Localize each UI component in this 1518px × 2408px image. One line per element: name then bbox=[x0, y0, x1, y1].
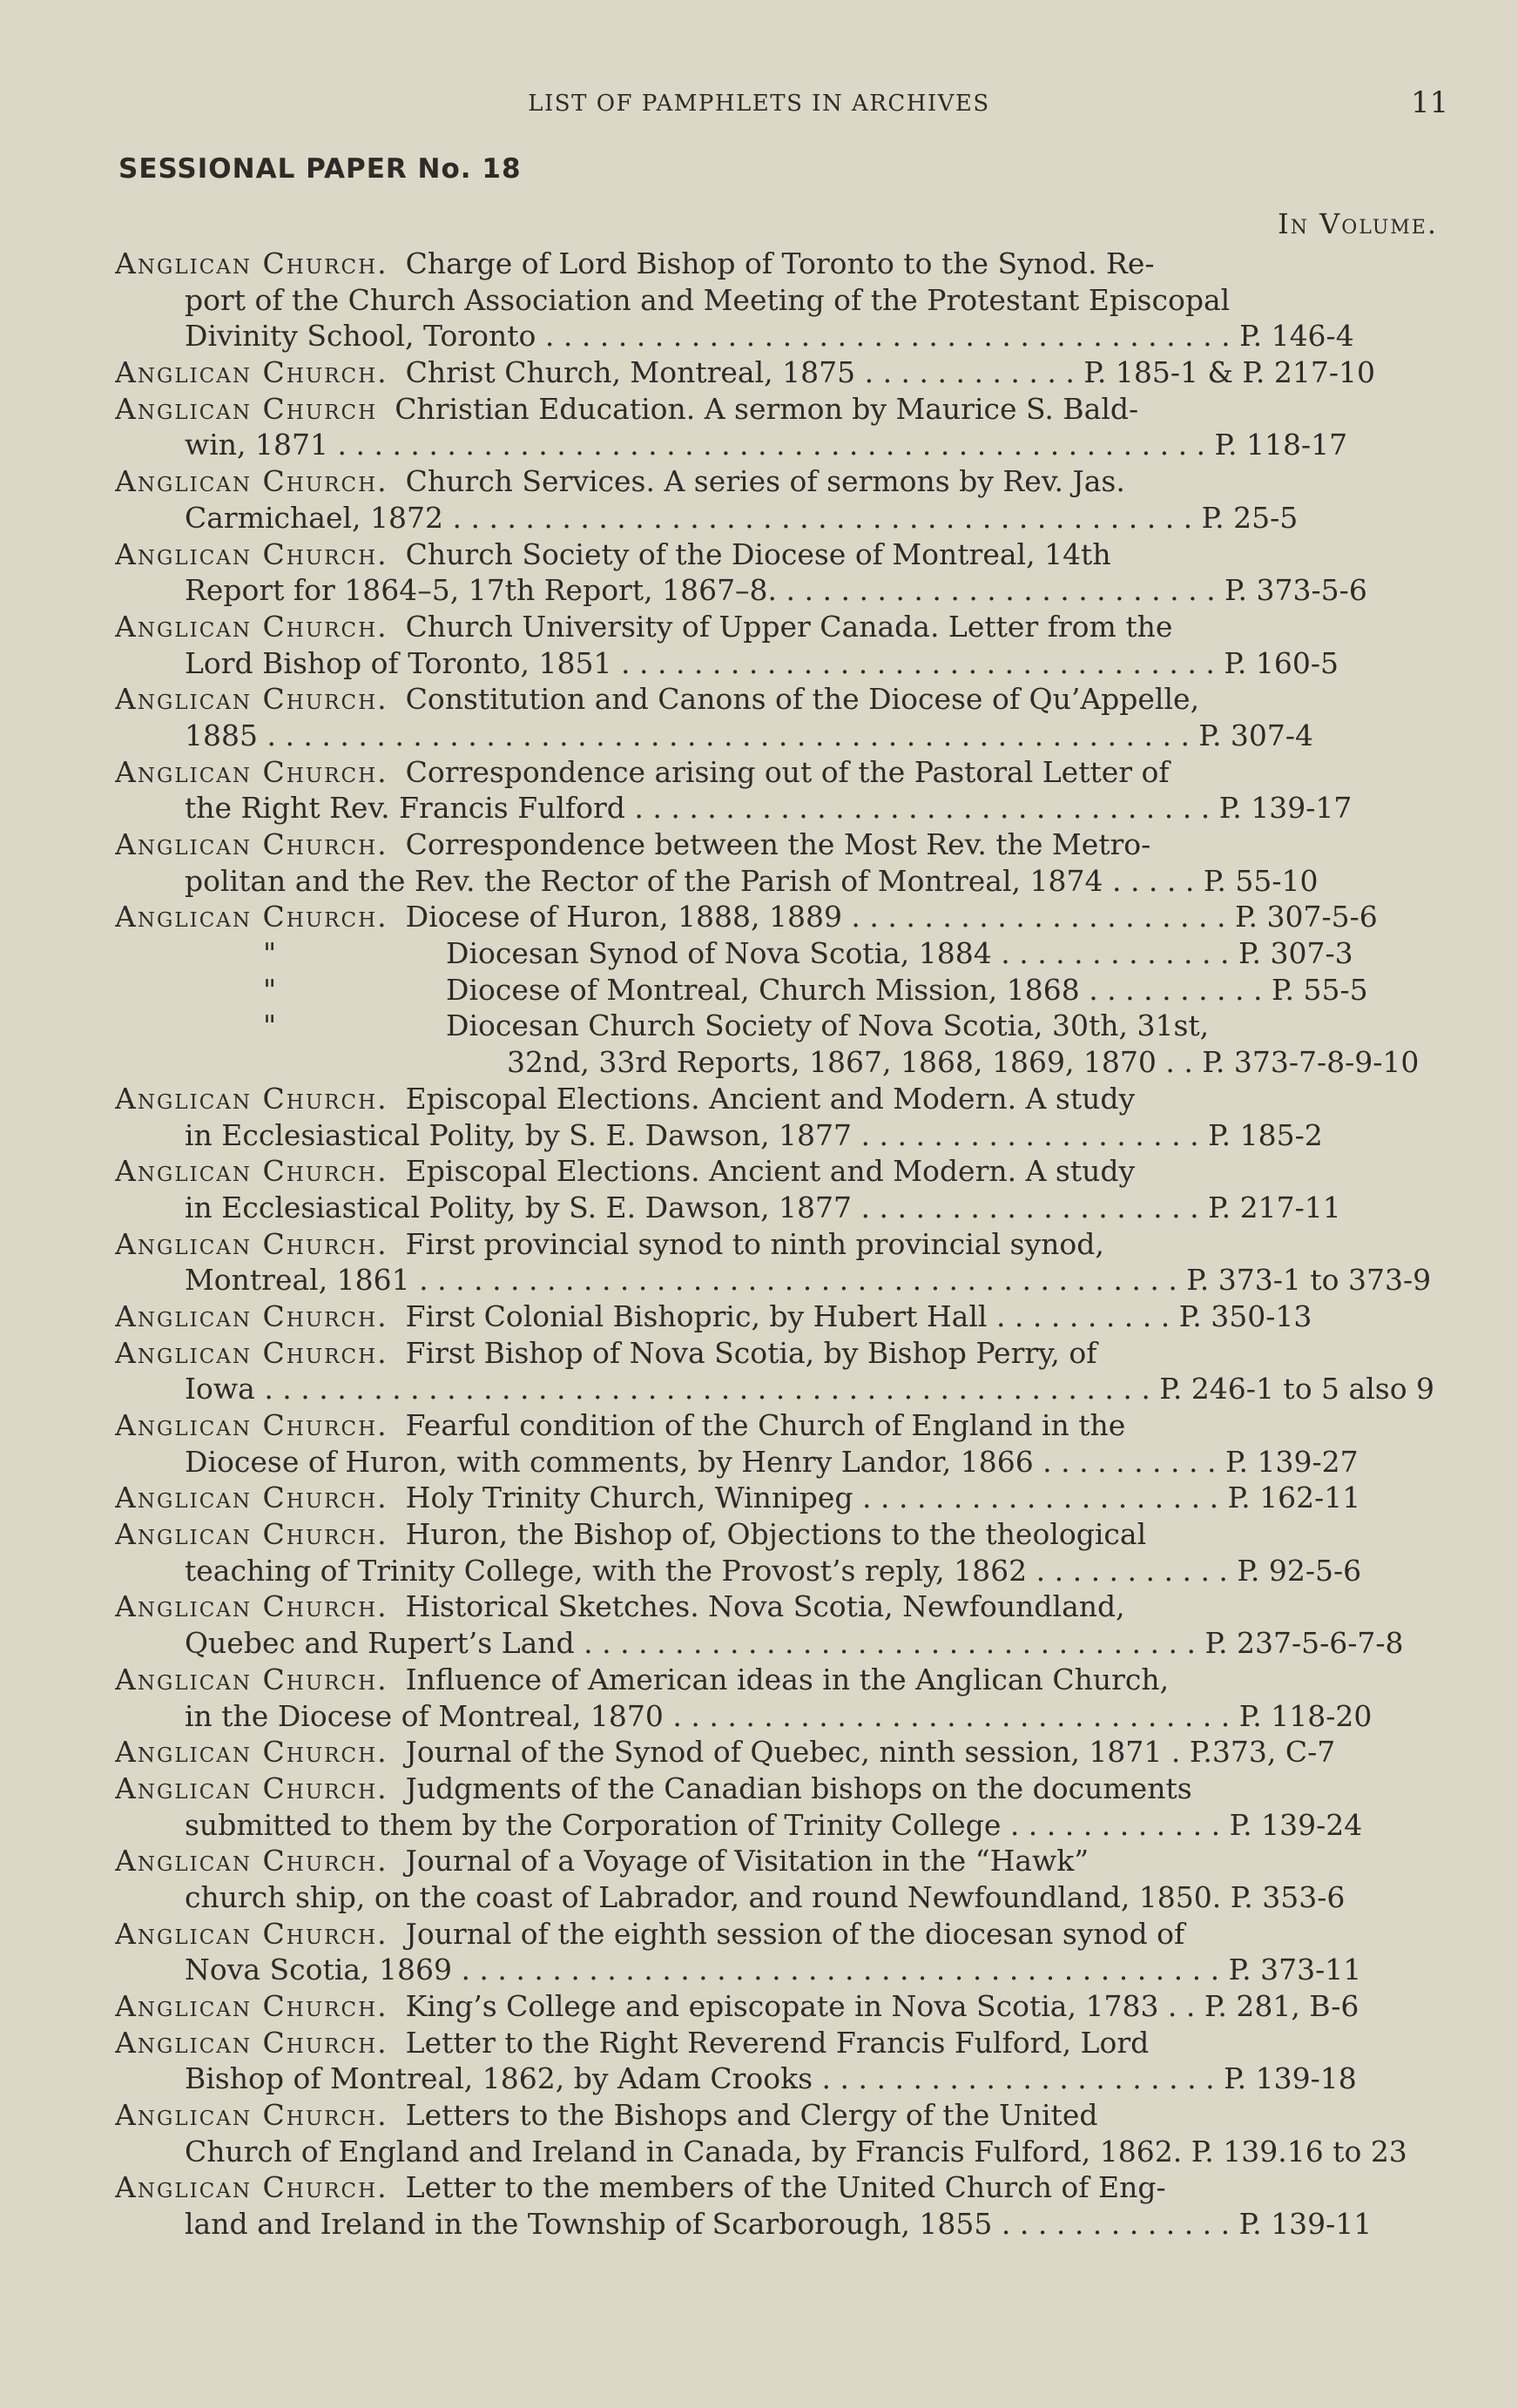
list-item bbox=[115, 1588, 1447, 1625]
entry-heading: Anglican Church. bbox=[115, 1735, 388, 1770]
list-item-ditto bbox=[115, 935, 1447, 972]
list-item-continuation bbox=[115, 1879, 1447, 1916]
entry-text: Episcopal Elections. Ancient and Modern. A study bbox=[405, 1081, 1136, 1116]
entry-text: Holy Trinity Church, Winnipeg . . . . . . . . . . . . . . . . . . . . P. 162-11 bbox=[405, 1481, 1361, 1515]
running-title: LIST OF PAMPHLETS IN ARCHIVES bbox=[528, 91, 990, 117]
sessional-paper-label: SESSIONAL PAPER No. 18 bbox=[118, 153, 522, 185]
list-item bbox=[115, 536, 1447, 573]
list-item-continuation bbox=[115, 863, 1447, 900]
entry-heading: Anglican Church. bbox=[115, 1481, 388, 1515]
entry-text: Correspondence arising out of the Pastoral Letter of bbox=[405, 754, 1170, 789]
entry-text: Charge of Lord Bishop of Toronto to the Synod. Re- bbox=[405, 246, 1155, 280]
entry-heading: Anglican Church. bbox=[115, 1844, 388, 1879]
list-item-continuation bbox=[115, 645, 1447, 682]
list-item bbox=[115, 1298, 1447, 1335]
entry-text: 1885 . . . . . . . . . . . . . . . . . . . . . . . . . . . . . . . . . . . . . . . . . . . . . . . . . . . P. 307-4 bbox=[185, 718, 1314, 752]
entry-heading: Anglican Church. bbox=[115, 609, 388, 644]
list-item-continuation bbox=[115, 1044, 1447, 1081]
entry-heading: Anglican Church. bbox=[115, 1916, 388, 1951]
entry-text: Church Society of the Diocese of Montreal, 14th bbox=[405, 536, 1111, 571]
entry-text: Judgments of the Canadian bishops on the documents bbox=[405, 1771, 1192, 1805]
volume-column-heading: In Volume. bbox=[1278, 207, 1438, 240]
entry-text: the Right Rev. Francis Fulford . . . . . . . . . . . . . . . . . . . . . . . . . . . . . . . . P. 139-17 bbox=[185, 791, 1353, 826]
list-item bbox=[115, 463, 1447, 500]
list-item-ditto bbox=[115, 1008, 1447, 1044]
entry-text: Correspondence between the Most Rev. the Metro- bbox=[405, 827, 1151, 861]
entry-text: Letter to the Right Reverend Francis Fulford, Lord bbox=[405, 2025, 1150, 2060]
entry-heading: Anglican Church. bbox=[115, 536, 388, 571]
entry-text: Bishop of Montreal, 1862, by Adam Crooks . . . . . . . . . . . . . . . . . . . . . . P. 139-18 bbox=[185, 2061, 1357, 2096]
entry-heading: Anglican Church. bbox=[115, 1154, 388, 1189]
list-item-continuation bbox=[115, 1807, 1447, 1844]
list-item bbox=[115, 1226, 1447, 1263]
entry-text: Church Services. A series of sermons by Rev. Jas. bbox=[405, 464, 1125, 499]
list-item bbox=[115, 754, 1447, 791]
entry-heading: Anglican Church. bbox=[115, 2170, 388, 2205]
list-item bbox=[115, 1734, 1447, 1771]
entry-text: Influence of American ideas in the Anglican Church, bbox=[405, 1662, 1170, 1696]
entry-heading: Anglican Church. bbox=[115, 682, 388, 717]
entry-text: Diocese of Huron, 1888, 1889 . . . . . . . . . . . . . . . . . . . . . P. 307-5-6 bbox=[405, 900, 1378, 934]
entry-heading: Anglican Church. bbox=[115, 246, 388, 280]
list-item-continuation bbox=[115, 318, 1447, 354]
list-item bbox=[115, 1081, 1447, 1117]
entry-text: First Bishop of Nova Scotia, by Bishop Perry, of bbox=[405, 1335, 1097, 1370]
entry-text: Montreal, 1861 . . . . . . . . . . . . . . . . . . . . . . . . . . . . . . . . . . . . . . . . . . P. 373-1 to 373-9 bbox=[185, 1263, 1432, 1298]
list-item-continuation bbox=[115, 500, 1447, 536]
list-item bbox=[115, 1662, 1447, 1698]
entry-text: 32nd, 33rd Reports, 1867, 1868, 1869, 1870 . . P. 373-7-8-9-10 bbox=[507, 1045, 1420, 1080]
page-number: 11 bbox=[1411, 85, 1449, 120]
entry-text: teaching of Trinity College, with the Provost’s reply, 1862 . . . . . . . . . . . P. 92-5-6 bbox=[185, 1553, 1362, 1588]
entry-heading: Anglican Church. bbox=[115, 1989, 388, 2023]
list-item-continuation bbox=[115, 2206, 1447, 2243]
entry-heading: Anglican Church. bbox=[115, 464, 388, 499]
entry-heading: Anglican Church. bbox=[115, 827, 388, 861]
entry-text: Diocese of Huron, with comments, by Henry Landor, 1866 . . . . . . . . . . P. 139-27 bbox=[185, 1444, 1359, 1479]
list-item bbox=[115, 354, 1447, 391]
list-item bbox=[115, 391, 1447, 428]
entry-heading: Anglican Church. bbox=[115, 1081, 388, 1116]
list-item bbox=[115, 899, 1447, 935]
entry-heading: Anglican Church. bbox=[115, 1589, 388, 1624]
entry-text: Church of England and Ireland in Canada, by Francis Fulford, 1862. P. 139.16 to 23 bbox=[185, 2134, 1407, 2169]
list-item-continuation bbox=[115, 718, 1447, 754]
list-item bbox=[115, 1516, 1447, 1553]
entry-text: Christian Education. A sermon by Maurice S. Bald- bbox=[395, 391, 1139, 426]
entry-heading: Anglican Church. bbox=[115, 1298, 388, 1333]
entry-text: Episcopal Elections. Ancient and Modern. A study bbox=[405, 1154, 1136, 1189]
entry-heading: Anglican Church. bbox=[115, 1226, 388, 1261]
entry-text: King’s College and episcopate in Nova Scotia, 1783 . . P. 281, B-6 bbox=[405, 1989, 1359, 2023]
entry-text: Lord Bishop of Toronto, 1851 . . . . . . . . . . . . . . . . . . . . . . . . . . . . . . . . . P. 160-5 bbox=[185, 645, 1339, 680]
list-item-continuation bbox=[115, 1444, 1447, 1481]
list-item bbox=[115, 2025, 1447, 2061]
list-item-continuation bbox=[115, 1262, 1447, 1298]
entry-heading: Anglican Church. bbox=[115, 1517, 388, 1552]
entry-heading: Anglican Church. bbox=[115, 900, 388, 934]
list-item bbox=[115, 1153, 1447, 1190]
entry-heading: Anglican Church. bbox=[115, 1335, 388, 1370]
entry-text: in Ecclesiastical Polity, by S. E. Dawson, 1877 . . . . . . . . . . . . . . . . . . . P. 217-11 bbox=[185, 1190, 1341, 1224]
list-item bbox=[115, 1771, 1447, 1807]
list-item bbox=[115, 1988, 1447, 2025]
entry-text: Diocese of Montreal, Church Mission, 1868 . . . . . . . . . . P. 55-5 bbox=[446, 972, 1368, 1007]
entry-text: Church University of Upper Canada. Letter from the bbox=[405, 609, 1173, 644]
entry-heading: Anglican Church. bbox=[115, 1771, 388, 1805]
entry-text: Fearful condition of the Church of England in the bbox=[405, 1408, 1126, 1442]
entry-text: Nova Scotia, 1869 . . . . . . . . . . . . . . . . . . . . . . . . . . . . . . . . . . . . . . . . . . P. 373-11 bbox=[185, 1953, 1362, 1987]
entry-text: Christ Church, Montreal, 1875 . . . . . . . . . . . . P. 185-1 & P. 217-10 bbox=[405, 355, 1375, 390]
entry-text: Divinity School, Toronto . . . . . . . . . . . . . . . . . . . . . . . . . . . . . . . . . . . . . . P. 146-4 bbox=[185, 319, 1354, 354]
list-item-continuation bbox=[115, 282, 1447, 319]
entry-text: Constitution and Canons of the Diocese of Qu’Appelle, bbox=[405, 682, 1200, 717]
list-item bbox=[115, 609, 1447, 645]
entry-heading: Anglican Church. bbox=[115, 2025, 388, 2060]
entry-text: Huron, the Bishop of, Objections to the theological bbox=[405, 1517, 1147, 1552]
entry-text: First provincial synod to ninth provincial synod, bbox=[405, 1226, 1104, 1261]
entry-text: Iowa . . . . . . . . . . . . . . . . . . . . . . . . . . . . . . . . . . . . . . . . . . . . . . . . . P. 246-1 to 5 also 9 bbox=[185, 1372, 1435, 1406]
entry-heading: Anglican Church bbox=[115, 391, 378, 426]
list-item-continuation bbox=[115, 1117, 1447, 1154]
ditto-mark: " bbox=[263, 936, 277, 971]
list-item bbox=[115, 2097, 1447, 2134]
list-item bbox=[115, 246, 1447, 282]
ditto-mark: " bbox=[263, 972, 277, 1007]
entry-text: Diocesan Synod of Nova Scotia, 1884 . . . . . . . . . . . . . P. 307-3 bbox=[446, 936, 1353, 971]
entry-text: church ship, on the coast of Labrador, and round Newfoundland, 1850. P. 353-6 bbox=[185, 1879, 1346, 1914]
list-item-continuation bbox=[115, 1952, 1447, 1988]
entry-text: land and Ireland in the Township of Scarborough, 1855 . . . . . . . . . . . . . P. 139-11 bbox=[185, 2207, 1373, 2242]
entry-text: win, 1871 . . . . . . . . . . . . . . . . . . . . . . . . . . . . . . . . . . . . . . . . . . . . . . . . P. 118-17 bbox=[185, 428, 1348, 462]
entry-text: Diocesan Church Society of Nova Scotia, 30th, 31st, bbox=[446, 1008, 1210, 1043]
entry-text: Journal of the eighth session of the diocesan synod of bbox=[405, 1916, 1185, 1951]
entry-heading: Anglican Church. bbox=[115, 2098, 388, 2133]
list-item-continuation bbox=[115, 572, 1447, 609]
entry-text: submitted to them by the Corporation of Trinity College . . . . . . . . . . . . P. 139-24 bbox=[185, 1807, 1363, 1842]
entry-text: Letter to the members of the United Church of Eng- bbox=[405, 2170, 1166, 2205]
entry-text: First Colonial Bishopric, by Hubert Hall . . . . . . . . . . P. 350-13 bbox=[405, 1298, 1312, 1333]
entry-text: Journal of the Synod of Quebec, ninth session, 1871 . P.373, C-7 bbox=[405, 1735, 1336, 1770]
list-item bbox=[115, 1916, 1447, 1953]
list-item-continuation bbox=[115, 2061, 1447, 2097]
list-item-continuation bbox=[115, 2134, 1447, 2170]
list-item bbox=[115, 1407, 1447, 1444]
entry-text: Letters to the Bishops and Clergy of the United bbox=[405, 2098, 1098, 2133]
entry-heading: Anglican Church. bbox=[115, 1408, 388, 1442]
list-item-continuation bbox=[115, 1553, 1447, 1589]
ditto-mark: " bbox=[263, 1008, 277, 1043]
pamphlet-list bbox=[115, 246, 1447, 2243]
list-item-continuation bbox=[115, 1698, 1447, 1735]
entry-text: in Ecclesiastical Polity, by S. E. Dawson, 1877 . . . . . . . . . . . . . . . . . . . P. 185-2 bbox=[185, 1117, 1323, 1152]
list-item bbox=[115, 826, 1447, 863]
list-item-continuation bbox=[115, 1371, 1447, 1407]
list-item bbox=[115, 681, 1447, 718]
entry-text: Journal of a Voyage of Visitation in the “Hawk” bbox=[405, 1844, 1090, 1879]
entry-text: in the Diocese of Montreal, 1870 . . . . . . . . . . . . . . . . . . . . . . . . . . . . . . . P. 118-20 bbox=[185, 1698, 1373, 1733]
list-item-continuation bbox=[115, 790, 1447, 826]
entry-heading: Anglican Church. bbox=[115, 1662, 388, 1696]
list-item-ditto bbox=[115, 972, 1447, 1008]
entry-text: port of the Church Association and Meeting of the Protestant Episcopal bbox=[185, 282, 1231, 317]
entry-heading: Anglican Church. bbox=[115, 355, 388, 390]
entry-text: Report for 1864–5, 17th Report, 1867–8. . . . . . . . . . . . . . . . . . . . . . . . . P. 373-5-6 bbox=[185, 573, 1367, 608]
entry-text: Quebec and Rupert’s Land . . . . . . . . . . . . . . . . . . . . . . . . . . . . . . . . . . P. 237-5-6-7-8 bbox=[185, 1626, 1404, 1661]
entry-text: Historical Sketches. Nova Scotia, Newfoundland, bbox=[405, 1589, 1125, 1624]
list-item bbox=[115, 1843, 1447, 1879]
entry-text: Carmichael, 1872 . . . . . . . . . . . . . . . . . . . . . . . . . . . . . . . . . . . . . . . . . P. 25-5 bbox=[185, 500, 1299, 535]
entry-heading: Anglican Church. bbox=[115, 754, 388, 789]
list-item-continuation bbox=[115, 1190, 1447, 1226]
list-item-continuation bbox=[115, 1625, 1447, 1662]
list-item bbox=[115, 1480, 1447, 1516]
list-item bbox=[115, 2169, 1447, 2206]
entry-text: politan and the Rev. the Rector of the Parish of Montreal, 1874 . . . . . P. 55-10 bbox=[185, 863, 1319, 898]
list-item-continuation bbox=[115, 427, 1447, 463]
list-item bbox=[115, 1335, 1447, 1372]
